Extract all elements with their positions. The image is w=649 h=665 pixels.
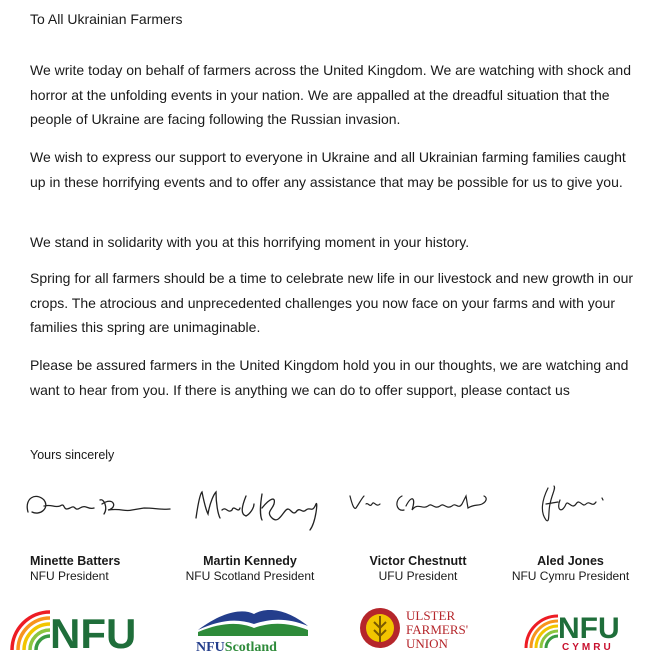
signature-victor-chestnutt <box>346 490 496 522</box>
nfu-scotland-logo <box>192 604 314 654</box>
ufu-logo <box>358 600 478 656</box>
signatory-role: NFU Cymru President <box>511 569 630 583</box>
signatory-3 <box>358 554 478 584</box>
signatory-name: Martin Kennedy <box>203 554 297 568</box>
signatory-1 <box>30 554 120 584</box>
nfu-scotland-logo-text: NFUScotland <box>196 640 277 654</box>
paragraph-2: We wish to express our support to everyone in Ukraine and all Ukrainian farming families caught up in these horrifying events and to offer any assistance that may be possible for us to give you. <box>30 149 626 190</box>
signatory-2 <box>185 554 315 584</box>
signatory-name: Aled Jones <box>537 554 604 568</box>
letter-greeting: To All Ukrainian Farmers <box>30 11 183 27</box>
nfu-cymru-logo-text: NFU <box>558 612 620 645</box>
ufu-logo-line1: ULSTER <box>406 608 456 623</box>
nfu-logo <box>6 604 148 654</box>
signatory-name: Victor Chestnutt <box>369 554 467 568</box>
ufu-logo-line2: FARMERS' <box>406 622 469 637</box>
nfu-cymru-logo <box>520 608 635 654</box>
nfu-cymru-logo-sub: CYMRU <box>562 642 614 653</box>
signatory-role: NFU President <box>30 569 109 583</box>
paragraph-1: We write today on behalf of farmers across the United Kingdom. We are watching with shock and horror at the unfolding events in your nation. We are appalled at the dreadful situation that the people of Ukraine are facing following the Russian invasion. <box>30 62 632 127</box>
closing-line: Yours sincerely <box>30 448 115 462</box>
ufu-logo-line3: UNION <box>406 636 448 651</box>
nfu-logo-text: NFU <box>50 610 137 654</box>
signatory-role: UFU President <box>378 569 458 583</box>
signature-aled-jones <box>532 480 612 532</box>
signature-minette-batters <box>22 486 172 526</box>
signature-martin-kennedy <box>190 484 325 534</box>
paragraph-3: We stand in solidarity with you at this horrifying moment in your history. <box>30 234 470 250</box>
paragraph-4: Spring for all farmers should be a time to celebrate new life in our livestock and new growth in our crops. The atrocious and unprecedented challenges you now face on your farms and with your families this spring are unimaginable. <box>30 270 634 335</box>
signatory-role: NFU Scotland President <box>185 569 315 583</box>
signatory-name: Minette Batters <box>30 554 121 568</box>
signatory-4 <box>508 554 633 584</box>
paragraph-5: Please be assured farmers in the United Kingdom hold you in our thoughts, we are watching and want to hear from you. If there is anything we can do to offer support, please contact us <box>30 357 629 398</box>
